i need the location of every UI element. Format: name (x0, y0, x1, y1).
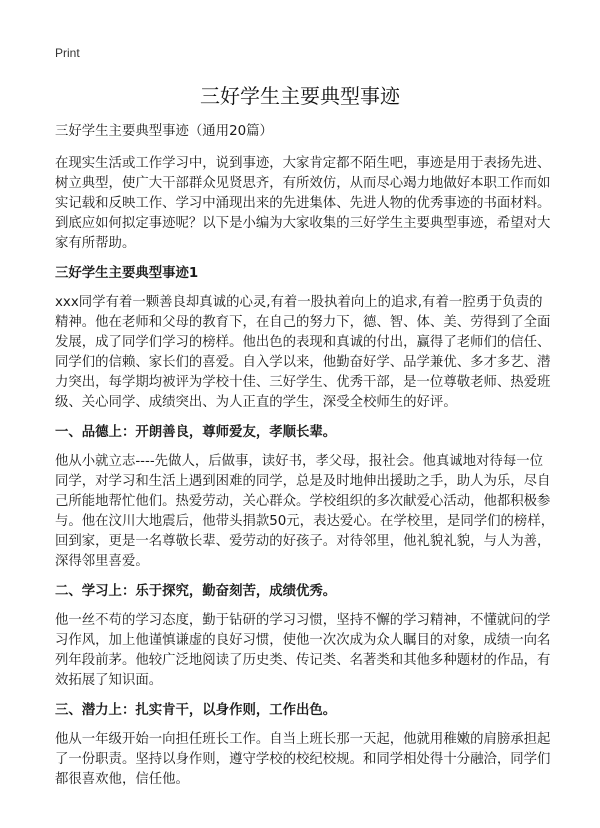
section-1-paragraph: xxx同学有着一颗善良却真诚的心灵,有着一股执着向上的追求,有着一腔勇于负责的精神。他在老师和父母的教育下，在自己的努力下，德、智、体、美、劳得到了全面发展，成了同学们学习的榜样。他出色的表现和真诚的付出，赢得了老师们的信任、同学们的信赖、家长们的喜爱。自入学以来，他勤奋好学、品学兼优、多才多艺、潜力突出，每学期均被评为学校十佳、三好学生、优秀干部，是一位尊敬老师、热爱班级、关心同学、成绩突出、为人正直的学生，深受全校师生的好评。 (55, 295, 551, 410)
ability-paragraph: 他从一年级开始一向担任班长工作。自当上班长那一天起，他就用稚嫩的肩膀承担起了一份职责。坚持以身作则，遵守学校的校纪校规。和同学相处得十分融洽，同学们都很喜欢他，信任他。 (55, 732, 551, 787)
print-link[interactable]: Print (55, 46, 80, 60)
study-paragraph: 他一丝不苟的学习态度，勤于钻研的学习习惯，坚持不懈的学习精神，不懂就问的学习作风，加上他谨慎谦虚的良好习惯，使他一次次成为众人瞩目的对象，成绩一向名列年段前茅。他较广泛地阅读了历史类、传记类、名著类和其他多种题材的作品，有效拓展了知识面。 (55, 613, 551, 688)
ability-heading: 三、潜力上：扎实肯干，以身作则，工作出色。 (55, 703, 337, 718)
intro-paragraph: 在现实生活或工作学习中，说到事迹，大家肯定都不陌生吧，事迹是用于表扬先进、树立典型，使广大干部群众见贤思齐，有所效仿，从而尽心竭力地做好本职工作而如实记载和反映工作、学习中涌现出来的先进集体、先进人物的优秀事迹的书面材料。到底应如何拟定事迹呢？以下是小编为大家收集的三好学生主要典型事迹，希望对大家有所帮助。 (55, 156, 551, 251)
page-title: 三好学生主要典型事迹 (200, 84, 400, 108)
morality-paragraph: 他从小就立志----先做人，后做事，读好书，孝父母，报社会。他真诚地对待每一位同学，对学习和生活上遇到困难的同学，总是及时地伸出援助之手，助人为乐，尽自己所能地帮忙他们。热爱劳动，关心群众。学校组织的多次献爱心活动，他都积极参与。他在汶川大地震后，他带头捐款50元，表达爱心。在学校里，是同学们的榜样，回到家，更是一名尊敬长辈、爱劳动的好孩子。对待邻里，他礼貌礼貌，与人为善，深得邻里喜爱。 (55, 454, 555, 569)
article-body (55, 122, 555, 800)
section-1-heading: 三好学生主要典型事迹1 (55, 266, 199, 281)
article-subtitle: 三好学生主要典型事迹（通用20篇） (55, 124, 273, 139)
morality-heading: 一、品德上：开朗善良，尊师爱友，孝顺长辈。 (55, 425, 337, 440)
study-heading: 二、学习上：乐于探究，勤奋刻苦，成绩优秀。 (55, 584, 337, 599)
